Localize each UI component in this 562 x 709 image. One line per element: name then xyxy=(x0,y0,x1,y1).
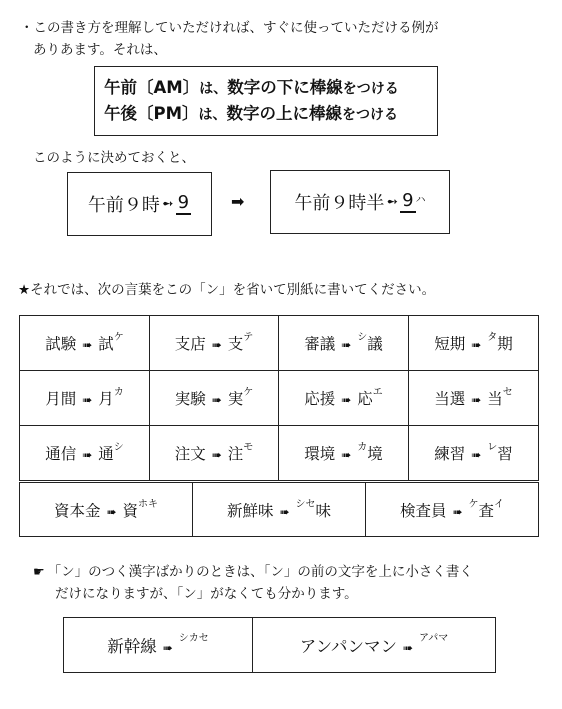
word-label: 実験 xyxy=(174,390,206,408)
arrow-icon: ➻ xyxy=(386,194,399,210)
intro-line-1: ・この書き方を理解していただければ、すぐに使っていただける例が xyxy=(20,20,439,36)
rule-box xyxy=(94,66,438,136)
task-instruction: ★それでは、次の言葉をこの「ン」を省いて別紙に書いてください。 xyxy=(18,282,436,298)
small-kana-post: テ xyxy=(243,332,254,343)
word-label: 応援 xyxy=(304,390,336,408)
arrow-icon: ➠ xyxy=(452,504,463,519)
small-kana-pre: レ xyxy=(487,442,498,453)
arrow-icon: ➠ xyxy=(211,448,222,462)
word-label: 支店 xyxy=(174,335,206,353)
abbrev-kanji: 通 xyxy=(98,445,114,463)
arrow-icon: ➠ xyxy=(341,393,352,407)
small-kana-post: シ xyxy=(113,442,124,453)
abbrev-kanji: 査 xyxy=(478,501,495,520)
word-cell xyxy=(279,316,409,371)
word-grid-last-row xyxy=(19,482,539,537)
arrow-icon: ➠ xyxy=(106,504,117,519)
intro-line-2: ありあます。それは、 xyxy=(33,42,167,58)
word-label: 月間 xyxy=(45,390,77,408)
abbrev-kanji: 月 xyxy=(98,390,114,408)
rule-pm-body: 数字の上に棒線 xyxy=(226,104,343,123)
small-kana-post: ホキ xyxy=(138,498,159,510)
abbrev-kanji: 注 xyxy=(227,445,244,463)
small-kana-pre: ケ xyxy=(468,498,479,510)
small-kana-post: イ xyxy=(494,498,505,510)
word-cell xyxy=(253,618,496,673)
word-cell xyxy=(20,371,150,426)
abbrev-kanji: 実 xyxy=(227,390,244,408)
grid-row xyxy=(20,316,539,371)
word-cell xyxy=(150,426,279,481)
word-grid xyxy=(19,315,539,481)
word-cell xyxy=(64,618,253,673)
arrow-icon: ➠ xyxy=(211,338,222,352)
arrow-icon: ➠ xyxy=(471,393,482,407)
abbrev-kanji: 応 xyxy=(357,390,373,408)
abbrev-kanji: 味 xyxy=(315,501,332,520)
word-cell xyxy=(20,426,150,481)
word-label: 新幹線 xyxy=(107,637,157,656)
word-label: 試験 xyxy=(45,335,77,353)
word-cell xyxy=(20,316,150,371)
word-cell xyxy=(409,426,539,481)
word-cell xyxy=(409,371,539,426)
word-label: 資本金 xyxy=(53,501,101,520)
word-label: 環境 xyxy=(304,445,336,463)
arrow-icon: ➠ xyxy=(341,338,352,352)
word-cell xyxy=(150,371,279,426)
grid-row xyxy=(20,426,539,481)
small-kana-post: シカセ xyxy=(178,633,209,644)
arrow-icon: ➠ xyxy=(341,448,352,462)
rule-am-body: 数字の下に棒線 xyxy=(227,78,343,97)
word-label: アンパンマン xyxy=(299,637,397,656)
small-kana-pre: カ xyxy=(357,442,368,453)
abbrev-kanji: 当 xyxy=(487,390,503,408)
rule-pm-particle: は、 xyxy=(198,107,227,123)
small-kana-post: ケ xyxy=(243,387,254,398)
example-am-word: 午前９時 xyxy=(87,195,160,216)
word-cell xyxy=(366,483,539,537)
word-label: 検査員 xyxy=(399,501,447,520)
example-pm-sup: ハ xyxy=(415,194,426,206)
arrow-icon: ➠ xyxy=(471,338,482,352)
right-arrow-icon: ➡ xyxy=(231,192,245,211)
example-pm-box xyxy=(270,170,450,234)
small-kana-post: カ xyxy=(113,387,124,398)
rule-am-particle: は、 xyxy=(199,81,228,97)
abbrev-kanji: 境 xyxy=(367,445,383,463)
small-kana-pre: シ xyxy=(357,332,368,343)
arrow-icon: ➠ xyxy=(82,448,93,462)
arrow-icon: ➠ xyxy=(471,448,482,462)
word-label: 審議 xyxy=(304,335,336,353)
word-label: 練習 xyxy=(434,445,466,463)
example-am-box xyxy=(67,172,212,236)
example-am-digit: 9 xyxy=(177,192,190,213)
bottom-grid xyxy=(63,617,496,673)
word-cell xyxy=(150,316,279,371)
arrow-icon: ➻ xyxy=(161,196,174,212)
word-cell xyxy=(279,426,409,481)
grid-row xyxy=(20,483,539,537)
arrow-icon: ➠ xyxy=(82,338,93,352)
word-label: 新鮮味 xyxy=(226,501,274,520)
example-pm-word: 午前９時半 xyxy=(294,193,385,214)
arrow-icon: ➠ xyxy=(402,641,414,655)
word-cell xyxy=(20,483,193,537)
grid-row xyxy=(20,371,539,426)
abbrev-kanji: 資 xyxy=(122,501,139,520)
small-kana-post: アパマ xyxy=(419,633,449,644)
abbrev-kanji: 期 xyxy=(497,335,513,353)
word-label: 短期 xyxy=(434,335,466,353)
rule-pm-label: 午後〔PM〕 xyxy=(104,104,199,123)
note-line-2: だけになりますが、「ン」がなくても分かります。 xyxy=(55,586,358,602)
rule-pm-tail: をつける xyxy=(342,107,399,123)
rule-am xyxy=(104,75,399,102)
word-cell xyxy=(193,483,366,537)
arrow-icon: ➠ xyxy=(82,393,93,407)
arrow-icon: ➠ xyxy=(211,393,222,407)
small-kana-post: モ xyxy=(243,442,254,453)
abbrev-kanji: 議 xyxy=(367,335,383,353)
small-kana-post: ケ xyxy=(113,332,124,343)
note-line-1 xyxy=(33,562,473,583)
example-pm-digit: 9 xyxy=(402,190,414,211)
word-cell xyxy=(279,371,409,426)
rule-am-tail: をつける xyxy=(342,81,399,97)
rule-am-label: 午前〔AM〕 xyxy=(104,78,200,97)
arrow-icon: ➠ xyxy=(162,641,173,655)
small-kana-post: セ xyxy=(502,387,513,398)
word-label: 当選 xyxy=(434,390,466,408)
note-text-1: 「ン」のつく漢字ばかりのときは、「ン」の前の文字を上に小さく書く xyxy=(47,564,473,580)
small-kana-pre: タ xyxy=(487,332,498,343)
abbrev-kanji: 試 xyxy=(98,335,114,353)
rule-pm xyxy=(104,101,398,128)
arrow-icon: ➠ xyxy=(279,504,290,519)
abbrev-kanji: 習 xyxy=(497,445,513,463)
word-label: 注文 xyxy=(174,445,206,463)
pointing-hand-icon: ☛ xyxy=(33,565,45,580)
decide-text: このように決めておくと、 xyxy=(33,150,195,166)
word-label: 通信 xyxy=(45,445,77,463)
grid-row xyxy=(64,618,496,673)
small-kana-post: エ xyxy=(372,387,383,398)
word-cell xyxy=(409,316,539,371)
small-kana-pre: シセ xyxy=(295,498,316,510)
abbrev-kanji: 支 xyxy=(227,335,244,353)
